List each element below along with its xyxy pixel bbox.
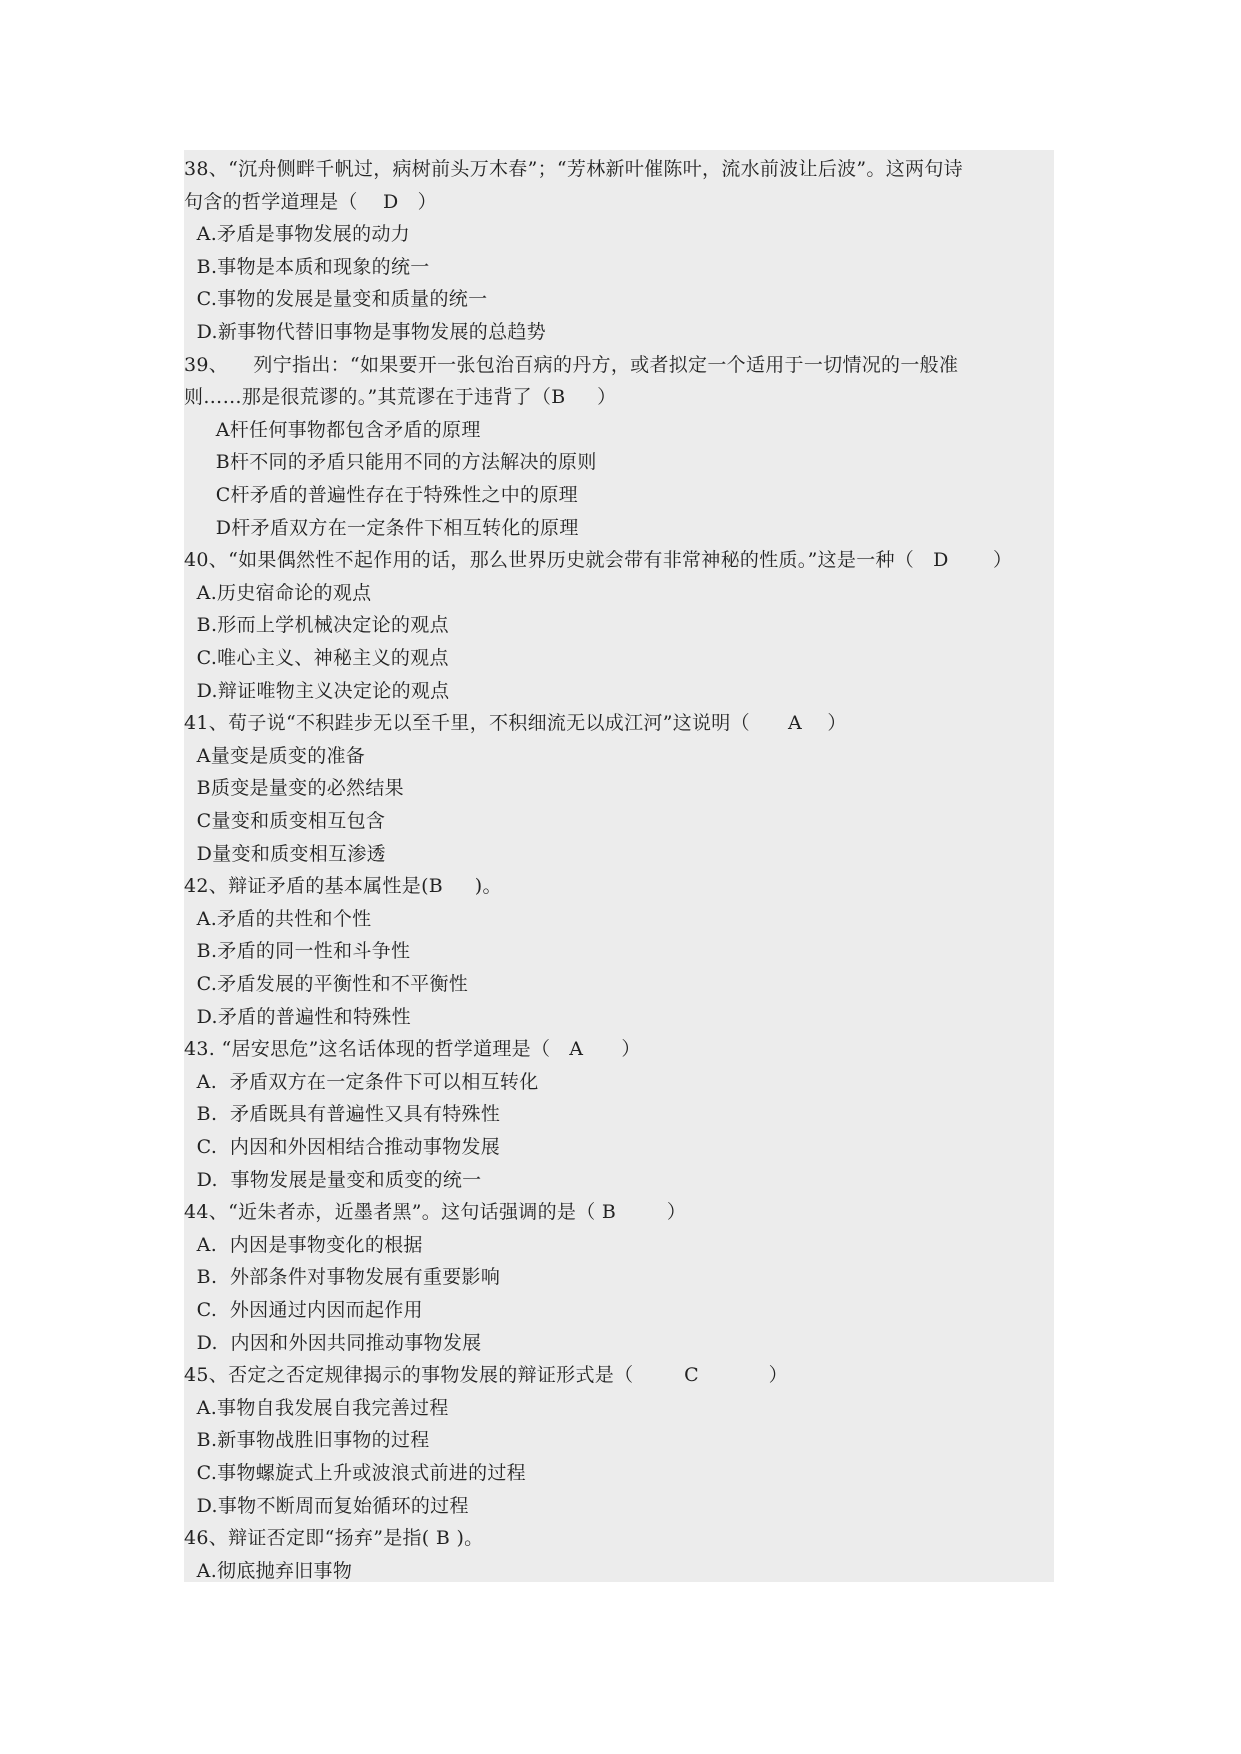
q43-stem: 43. “居安思危”这名话体现的哲学道理是（ A ） [184, 1038, 641, 1061]
q42-option-c: C.矛盾发展的平衡性和不平衡性 [184, 973, 469, 995]
q45-option-d: D.事物不断周而复始循环的过程 [184, 1494, 469, 1517]
q41-option-b: B质变是量变的必然结果 [184, 777, 404, 800]
q38-option-a: A.矛盾是事物发展的动力 [184, 223, 411, 246]
q43-option-b: B. 矛盾既具有普遍性又具有特殊性 [184, 1103, 501, 1126]
q45-option-c: C.事物螺旋式上升或波浪式前进的过程 [184, 1462, 526, 1484]
q43-option-a: A. 矛盾双方在一定条件下可以相互转化 [184, 1070, 539, 1093]
q39-stem-2: 则……那是很荒谬的。”其荒谬在于违背了（B ） [184, 386, 617, 409]
q39-option-c: C杆矛盾的普遍性存在于特殊性之中的原理 [184, 484, 578, 506]
q42-option-d: D.矛盾的普遍性和特殊性 [184, 1005, 411, 1028]
q39-stem-1: 39、 列宁指出：“如果要开一张包治百病的丹方，或者拟定一个适用于一切情况的一般准 [184, 353, 959, 376]
q41-option-a: A量变是质变的准备 [184, 744, 366, 767]
q39-option-b: B杆不同的矛盾只能用不同的方法解决的原则 [184, 451, 597, 474]
q38-option-b: B.事物是本质和现象的统一 [184, 255, 430, 278]
q44-option-b: B. 外部条件对事物发展有重要影响 [184, 1266, 501, 1289]
q46-stem: 46、辩证否定即“扬弃”是指( B )。 [184, 1527, 484, 1550]
q38-stem-2: 句含的哲学道理是（ D ） [184, 190, 437, 213]
q39-option-a: A杆任何事物都包含矛盾的原理 [184, 418, 481, 441]
q42-option-a: A.矛盾的共性和个性 [184, 907, 372, 930]
q43-option-d: D. 事物发展是量变和质变的统一 [184, 1168, 482, 1191]
q42-option-b: B.矛盾的同一性和斗争性 [184, 940, 411, 963]
q44-option-a: A. 内因是事物变化的根据 [184, 1233, 423, 1256]
q44-option-d: D. 内因和外因共同推动事物发展 [184, 1331, 482, 1354]
q44-option-c: C. 外因通过内因而起作用 [184, 1299, 423, 1321]
q44-stem: 44、“近朱者赤，近墨者黑”。这句话强调的是（ B ） [184, 1201, 687, 1224]
q40-option-d: D.辩证唯物主义决定论的观点 [184, 679, 450, 702]
q46-option-a: A.彻底抛弃旧事物 [184, 1559, 353, 1582]
q42-stem: 42、辩证矛盾的基本属性是(B )。 [184, 875, 502, 898]
q45-stem: 45、否定之否定规律揭示的事物发展的辩证形式是（ C ） [184, 1364, 788, 1387]
q39-option-d: D杆矛盾双方在一定条件下相互转化的原理 [184, 516, 579, 539]
question-panel [184, 150, 1054, 1582]
q40-stem: 40、“如果偶然性不起作用的话，那么世界历史就会带有非常神秘的性质。”这是一种（ D ） [184, 549, 1013, 572]
q40-option-b: B.形而上学机械决定论的观点 [184, 614, 449, 637]
q41-option-c: C量变和质变相互包含 [184, 810, 386, 832]
q41-stem: 41、荀子说“不积跬步无以至千里，不积细流无以成江河”这说明（ A ） [184, 712, 847, 735]
q40-option-a: A.历史宿命论的观点 [184, 581, 372, 604]
q40-option-c: C.唯心主义、神秘主义的观点 [184, 647, 449, 669]
q38-option-c: C.事物的发展是量变和质量的统一 [184, 288, 488, 311]
q38-option-d: D.新事物代替旧事物是事物发展的总趋势 [184, 321, 546, 343]
q45-option-b: B.新事物战胜旧事物的过程 [184, 1429, 430, 1452]
q38-stem-1: 38、“沉舟侧畔千帆过，病树前头万木春”；“芳林新叶催陈叶，流水前波让后波”。这两句诗 [184, 158, 963, 180]
q41-option-d: D量变和质变相互渗透 [184, 842, 386, 865]
q43-option-c: C. 内因和外因相结合推动事物发展 [184, 1136, 501, 1158]
q45-option-a: A.事物自我发展自我完善过程 [184, 1396, 449, 1419]
